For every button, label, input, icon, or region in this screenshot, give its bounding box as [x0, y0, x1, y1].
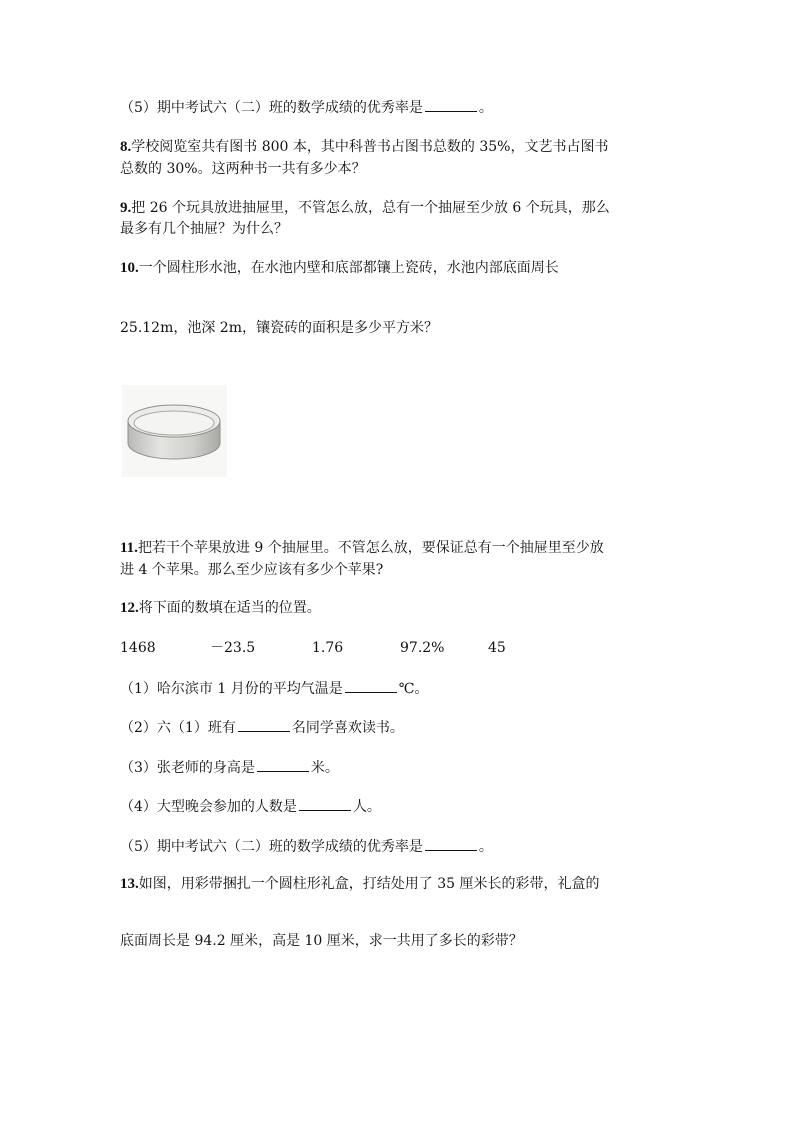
q11-line-1 — [120, 538, 604, 558]
q8-line-2 — [120, 159, 366, 179]
q12-item-2 — [120, 717, 404, 738]
cylinder-pool-figure — [122, 385, 227, 477]
q10-line-2 — [120, 318, 438, 338]
q12-item-4-suffix: 人。 — [352, 799, 381, 815]
q7-item-5-suffix: 。 — [478, 100, 493, 116]
q12-item-4-prefix: （4）大型晚会参加的人数是 — [120, 799, 297, 815]
q12-item-5-suffix: 。 — [478, 839, 493, 855]
q10-text-1: 一个圆柱形水池，在水池内壁和底部都镶上瓷砖，水池内部底面周长 — [138, 260, 559, 276]
answer-blank — [425, 836, 477, 851]
q12-number-value: 1468 — [120, 640, 156, 656]
answer-blank — [238, 717, 290, 732]
q12-number: 12. — [120, 600, 139, 616]
q9-text-1: 把 26 个玩具放进抽屉里，不管怎么放，总有一个抽屉至少放 6 个玩具，那么 — [131, 200, 610, 216]
answer-blank — [257, 757, 309, 772]
q13-number: 13. — [120, 876, 139, 892]
q10-text-2: 25.12m，池深 2m，镶瓷砖的面积是多少平方米？ — [120, 320, 438, 336]
q12-item-2-prefix: （2）六（1）班有 — [120, 720, 236, 736]
q13-text-2: 底面周长是 94.2 厘米，高是 10 厘米，求一共用了多长的彩带？ — [120, 933, 523, 949]
q9-text-2: 最多有几个抽屉？为什么？ — [120, 221, 288, 237]
q12-text-1: 将下面的数填在适当的位置。 — [138, 600, 321, 616]
q9-line-2 — [120, 219, 288, 239]
q11-line-2 — [120, 560, 383, 580]
q12-number-value: 1.76 — [312, 640, 344, 656]
q12-item-5 — [120, 836, 493, 857]
answer-blank — [425, 97, 477, 112]
q12-item-1 — [120, 678, 428, 699]
q7-item-5-prefix: （5）期中考试六（二）班的数学成绩的优秀率是 — [120, 100, 423, 116]
q12-item-5-prefix: （5）期中考试六（二）班的数学成绩的优秀率是 — [120, 839, 423, 855]
q11-text-1: 把若干个苹果放进 9 个抽屉里。不管怎么放，要保证总有一个抽屉里至少放 — [137, 540, 604, 556]
q9-line-1 — [120, 198, 610, 218]
q13-line-2 — [120, 931, 523, 951]
q10-number: 10. — [120, 260, 139, 276]
q12-number-value: －23.5 — [210, 640, 256, 656]
q12-number-value: 97.2% — [400, 640, 445, 656]
q13-text-1: 如图，用彩带捆扎一个圆柱形礼盒，打结处用了 35 厘米长的彩带，礼盒的 — [138, 876, 600, 892]
q10-line-1 — [120, 258, 559, 278]
q8-text-1: 学校阅览室共有图书 800 本，其中科普书占图书总数的 35%，文艺书占图书 — [131, 139, 609, 155]
q12-item-3 — [120, 757, 339, 778]
answer-blank — [299, 796, 351, 811]
q12-item-3-suffix: 米。 — [310, 760, 339, 776]
q8-text-2: 总数的 30%。这两种书一共有多少本？ — [120, 161, 366, 177]
q12-line-1 — [120, 598, 321, 618]
q9-number: 9. — [120, 200, 132, 216]
q12-item-1-suffix: ℃。 — [398, 681, 429, 697]
q12-number-value: 45 — [488, 640, 506, 656]
answer-blank — [345, 678, 397, 693]
q8-number: 8. — [120, 139, 132, 155]
q11-text-2: 进 4 个苹果。那么至少应该有多少个苹果? — [120, 562, 384, 578]
q12-number-list — [120, 638, 540, 658]
q8-line-1 — [120, 137, 608, 157]
q12-item-2-suffix: 名同学喜欢读书。 — [291, 720, 404, 736]
q11-number: 11. — [120, 540, 138, 556]
q12-item-4 — [120, 796, 381, 817]
q7-item-5 — [120, 97, 493, 118]
q12-item-3-prefix: （3）张老师的身高是 — [120, 760, 255, 776]
q13-line-1 — [120, 874, 599, 894]
q12-item-1-prefix: （1）哈尔滨市 1 月份的平均气温是 — [120, 681, 343, 697]
